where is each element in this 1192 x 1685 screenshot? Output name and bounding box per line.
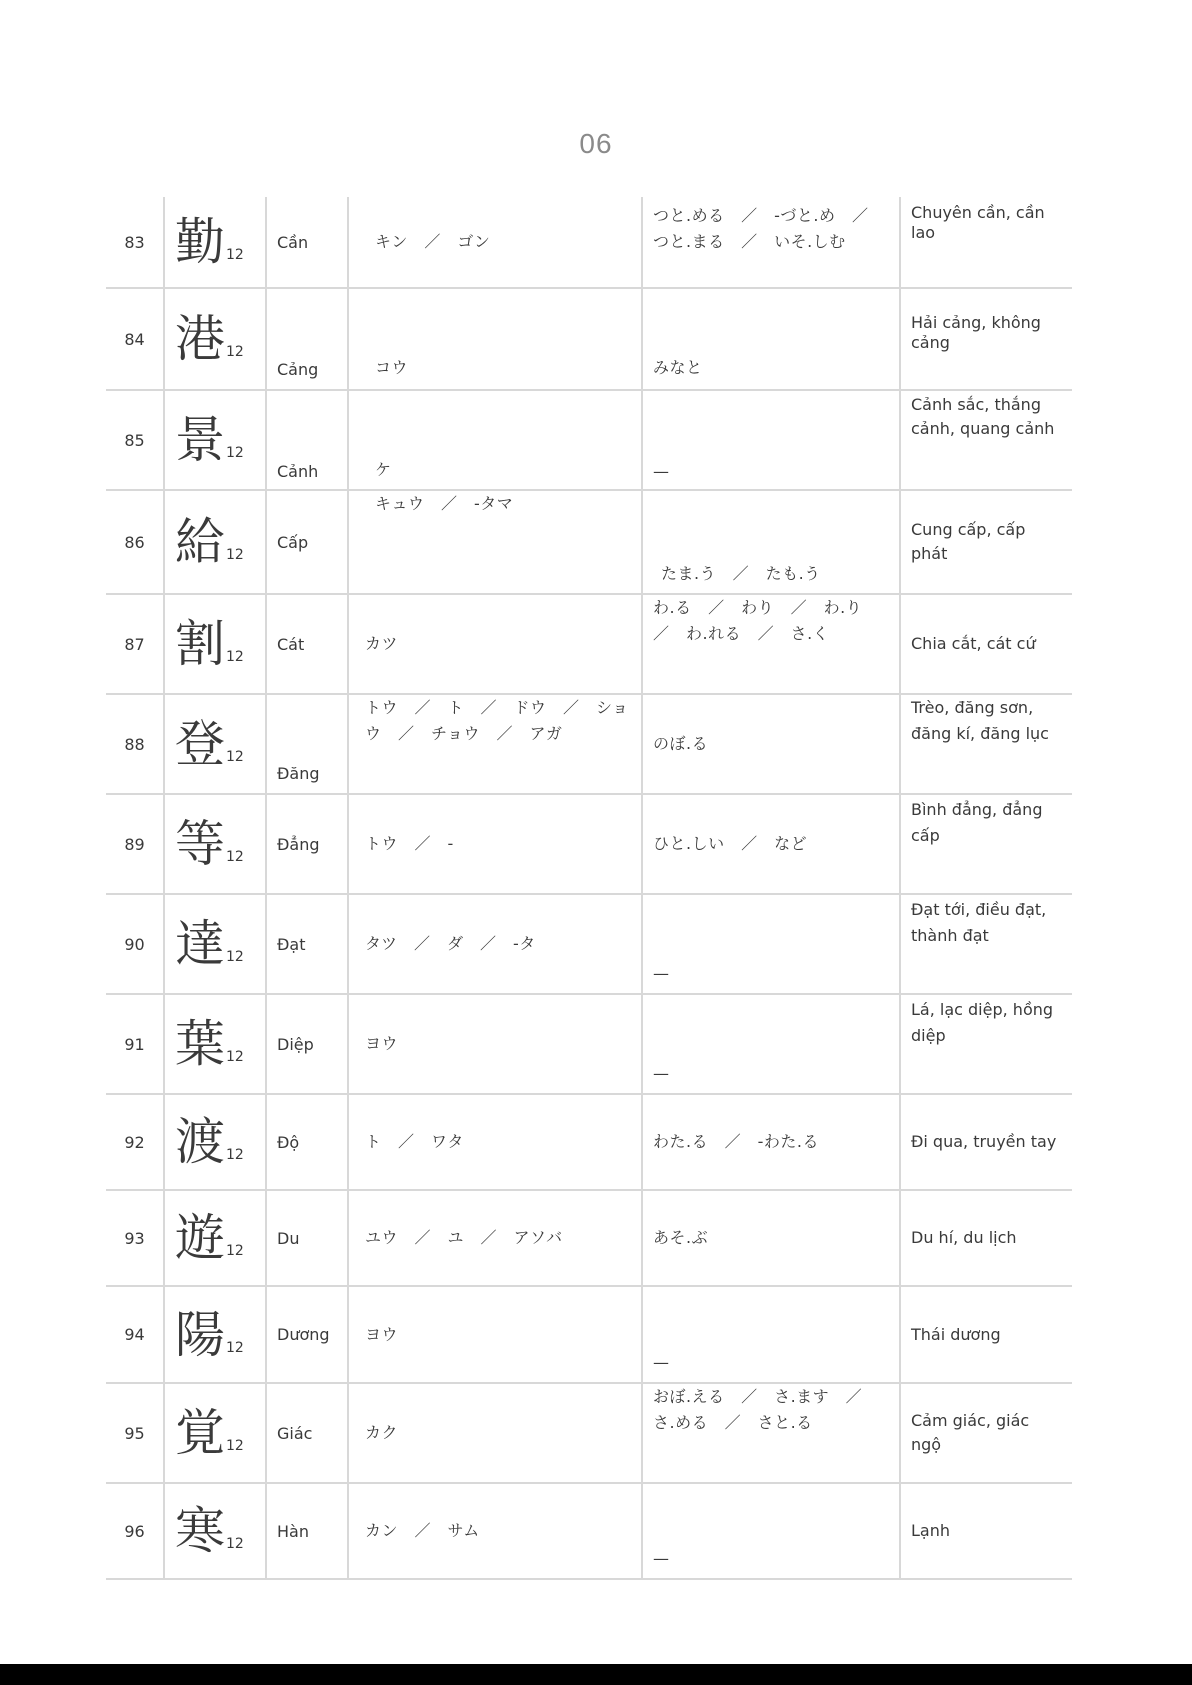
hanviet-reading: Cảnh bbox=[266, 390, 348, 490]
onyomi-reading: カツ bbox=[348, 594, 642, 694]
table-row bbox=[106, 1483, 1072, 1579]
stroke-count: 12 bbox=[226, 344, 244, 360]
row-number: 83 bbox=[106, 197, 164, 288]
onyomi-reading: コウ bbox=[348, 288, 642, 390]
stroke-count: 12 bbox=[226, 849, 244, 865]
table-row bbox=[106, 1286, 1072, 1383]
row-number: 88 bbox=[106, 694, 164, 794]
stroke-count: 12 bbox=[226, 1049, 244, 1065]
table-row bbox=[106, 288, 1072, 390]
meaning: Lạnh bbox=[900, 1483, 1072, 1579]
table-row bbox=[106, 1383, 1072, 1483]
row-number: 86 bbox=[106, 490, 164, 594]
meaning: Thái dương bbox=[900, 1286, 1072, 1383]
onyomi-reading: ト ／ ワタ bbox=[348, 1094, 642, 1190]
stroke-count: 12 bbox=[226, 1536, 244, 1552]
meaning: Trèo, đăng sơn, đăng kí, đăng lục bbox=[900, 694, 1072, 794]
row-number: 85 bbox=[106, 390, 164, 490]
kunyomi-reading: みなと bbox=[642, 288, 900, 390]
meaning: Lá, lạc diệp, hồng diệp bbox=[900, 994, 1072, 1094]
hanviet-reading: Du bbox=[266, 1190, 348, 1286]
kanji-cell bbox=[164, 1094, 266, 1190]
kunyomi-reading: わた.る ／ -わた.る bbox=[642, 1094, 900, 1190]
onyomi-reading: ヨウ bbox=[348, 1286, 642, 1383]
kanji-cell bbox=[164, 490, 266, 594]
onyomi-reading: ケ bbox=[348, 390, 642, 490]
kanji-cell bbox=[164, 894, 266, 994]
kanji-cell bbox=[164, 1286, 266, 1383]
kanji-character: 割 bbox=[175, 615, 225, 673]
kunyomi-reading: たま.う ／ たも.う bbox=[642, 490, 900, 594]
row-number: 84 bbox=[106, 288, 164, 390]
table-row bbox=[106, 994, 1072, 1094]
kunyomi-reading: わ.る ／ わり ／ わ.り ／ わ.れる ／ さ.く bbox=[642, 594, 900, 694]
meaning: Cung cấp, cấp phát bbox=[900, 490, 1072, 594]
hanviet-reading: Độ bbox=[266, 1094, 348, 1190]
onyomi-reading: カク bbox=[348, 1383, 642, 1483]
kanji-character: 覚 bbox=[175, 1404, 225, 1462]
kanji-character: 達 bbox=[175, 915, 225, 973]
meaning: Đi qua, truyền tay bbox=[900, 1094, 1072, 1190]
stroke-count: 12 bbox=[226, 1339, 244, 1356]
row-number: 94 bbox=[106, 1286, 164, 1383]
kanji-character: 登 bbox=[175, 715, 225, 773]
onyomi-reading: ユウ ／ ユ ／ アソバ bbox=[348, 1190, 642, 1286]
meaning: Hải cảng, không cảng bbox=[900, 288, 1072, 390]
stroke-count: 12 bbox=[226, 1243, 244, 1259]
kunyomi-reading: — bbox=[642, 1483, 900, 1579]
hanviet-reading: Giác bbox=[266, 1383, 348, 1483]
kunyomi-reading: つと.める ／ -づと.め ／ つと.まる ／ いそ.しむ bbox=[642, 197, 900, 288]
row-number: 87 bbox=[106, 594, 164, 694]
meaning: Đạt tới, điều đạt, thành đạt bbox=[900, 894, 1072, 994]
kanji-cell bbox=[164, 197, 266, 288]
kanji-character: 陽 bbox=[175, 1305, 225, 1364]
onyomi-reading: キュウ ／ -タマ bbox=[348, 490, 642, 594]
hanviet-reading: Cảng bbox=[266, 288, 348, 390]
onyomi-reading: トウ ／ ト ／ ドウ ／ ショウ ／ チョウ ／ アガ bbox=[348, 694, 642, 794]
table-row bbox=[106, 197, 1072, 288]
kanji-cell bbox=[164, 1190, 266, 1286]
kunyomi-reading: — bbox=[642, 1286, 900, 1383]
kanji-character: 遊 bbox=[175, 1209, 225, 1267]
kanji-character: 等 bbox=[175, 815, 225, 873]
kanji-cell bbox=[164, 794, 266, 894]
kanji-table bbox=[106, 197, 1072, 1580]
kunyomi-reading: のぼ.る bbox=[642, 694, 900, 794]
hanviet-reading: Hàn bbox=[266, 1483, 348, 1579]
kunyomi-reading: — bbox=[642, 994, 900, 1094]
kunyomi-reading: ひと.しい ／ など bbox=[642, 794, 900, 894]
kanji-character: 勤 bbox=[175, 213, 225, 271]
meaning: Cảm giác, giác ngộ bbox=[900, 1383, 1072, 1483]
table-row bbox=[106, 390, 1072, 490]
kanji-character: 渡 bbox=[175, 1113, 225, 1171]
table-row bbox=[106, 1190, 1072, 1286]
hanviet-reading: Cát bbox=[266, 594, 348, 694]
hanviet-reading: Cần bbox=[266, 197, 348, 288]
row-number: 92 bbox=[106, 1094, 164, 1190]
meaning: Cảnh sắc, thắng cảnh, quang cảnh bbox=[900, 390, 1072, 490]
table-row bbox=[106, 894, 1072, 994]
table-row bbox=[106, 1094, 1072, 1190]
table-row bbox=[106, 490, 1072, 594]
onyomi-reading: タツ ／ ダ ／ -タ bbox=[348, 894, 642, 994]
hanviet-reading: Cấp bbox=[266, 490, 348, 594]
row-number: 95 bbox=[106, 1383, 164, 1483]
hanviet-reading: Đăng bbox=[266, 694, 348, 794]
row-number: 90 bbox=[106, 894, 164, 994]
table-row bbox=[106, 594, 1072, 694]
kanji-cell bbox=[164, 994, 266, 1094]
kunyomi-reading: あそ.ぶ bbox=[642, 1190, 900, 1286]
kanji-character: 給 bbox=[175, 513, 225, 571]
row-number: 89 bbox=[106, 794, 164, 894]
meaning: Chuyên cần, cần lao bbox=[900, 197, 1072, 288]
kanji-character: 景 bbox=[175, 411, 225, 469]
row-number: 91 bbox=[106, 994, 164, 1094]
kanji-character: 港 bbox=[175, 310, 225, 368]
meaning: Bình đẳng, đẳng cấp bbox=[900, 794, 1072, 894]
stroke-count: 12 bbox=[226, 1147, 244, 1163]
kanji-cell bbox=[164, 288, 266, 390]
page-number: 06 bbox=[579, 128, 613, 159]
hanviet-reading: Đạt bbox=[266, 894, 348, 994]
stroke-count: 12 bbox=[226, 445, 244, 461]
kanji-character: 葉 bbox=[175, 1015, 225, 1073]
onyomi-reading: トウ ／ - bbox=[348, 794, 642, 894]
hanviet-reading: Diệp bbox=[266, 994, 348, 1094]
onyomi-reading: ヨウ bbox=[348, 994, 642, 1094]
hanviet-reading: Đẳng bbox=[266, 794, 348, 894]
meaning: Du hí, du lịch bbox=[900, 1190, 1072, 1286]
kanji-cell bbox=[164, 594, 266, 694]
kunyomi-reading: おぼ.える ／ さ.ます ／ さ.める ／ さと.る bbox=[642, 1383, 900, 1483]
row-number: 93 bbox=[106, 1190, 164, 1286]
stroke-count: 12 bbox=[226, 547, 244, 563]
stroke-count: 12 bbox=[226, 649, 244, 665]
onyomi-reading: カン ／ サム bbox=[348, 1483, 642, 1579]
page-bottom-edge bbox=[0, 1664, 1192, 1685]
stroke-count: 12 bbox=[226, 1438, 244, 1454]
stroke-count: 12 bbox=[226, 949, 244, 965]
stroke-count: 12 bbox=[226, 749, 244, 765]
kunyomi-reading: — bbox=[642, 390, 900, 490]
row-number: 96 bbox=[106, 1483, 164, 1579]
meaning: Chia cắt, cát cứ bbox=[900, 594, 1072, 694]
kanji-cell bbox=[164, 390, 266, 490]
kanji-cell bbox=[164, 1383, 266, 1483]
table-row bbox=[106, 794, 1072, 894]
kunyomi-reading: — bbox=[642, 894, 900, 994]
kanji-cell bbox=[164, 1483, 266, 1579]
onyomi-reading: キン ／ ゴン bbox=[348, 197, 642, 288]
hanviet-reading: Dương bbox=[266, 1286, 348, 1383]
table-row bbox=[106, 694, 1072, 794]
stroke-count: 12 bbox=[226, 247, 244, 263]
kanji-cell bbox=[164, 694, 266, 794]
kanji-character: 寒 bbox=[175, 1502, 225, 1560]
